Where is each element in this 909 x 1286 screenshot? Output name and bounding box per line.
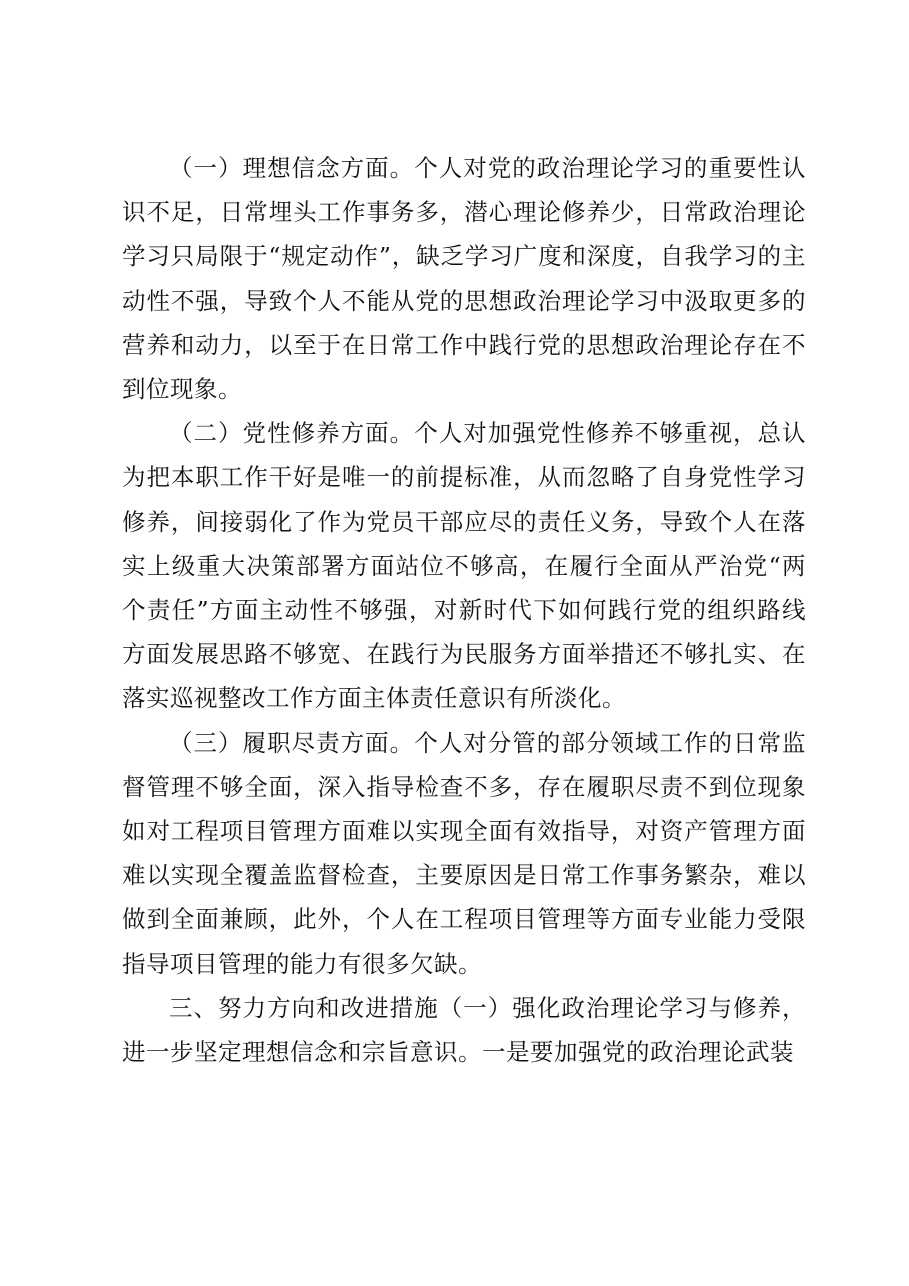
paragraph-ideals-beliefs: （一）理想信念方面。个人对党的政治理论学习的重要性认识不足，日常埋头工作事务多，潜心理论修养少，日常政治理论学习只局限于“规定动作”，缺乏学习广度和深度，自我学习的主动性不强，导致个人不能从党的思想政治理论学习中汲取更多的营养和动力，以至于在日常工作中践行党的思想政治理论存在不到位现象。 [122, 154, 806, 404]
paragraph-party-spirit: （二）党性修养方面。个人对加强党性修养不够重视，总认为把本职工作干好是唯一的前提标准，从而忽略了自身党性学习修养，间接弱化了作为党员干部应尽的责任义务，导致个人在落实上级重大决策部署方面站位不够高，在履行全面从严治党“两个责任”方面主动性不够强，对新时代下如何践行党的组织路线方面发展思路不够宽、在践行为民服务方面举措还不够扎实、在落实巡视整改工作方面主体责任意识有所淡化。 [122, 419, 806, 713]
document-body [122, 146, 806, 1074]
paragraph-improvement-measures: 三、努力方向和改进措施（一）强化政治理论学习与修养，进一步坚定理想信念和宗旨意识。一是要加强党的政治理论武装 [122, 993, 806, 1067]
paragraph-duty-performance: （三）履职尽责方面。个人对分管的部分领域工作的日常监督管理不够全面，深入指导检查不多，存在履职尽责不到位现象如对工程项目管理方面难以实现全面有效指导，对资产管理方面难以实现全覆盖监督检查，主要原因是日常工作事务繁杂，难以做到全面兼顾，此外，个人在工程项目管理等方面专业能力受限指导项目管理的能力有很多欠缺。 [122, 728, 806, 978]
